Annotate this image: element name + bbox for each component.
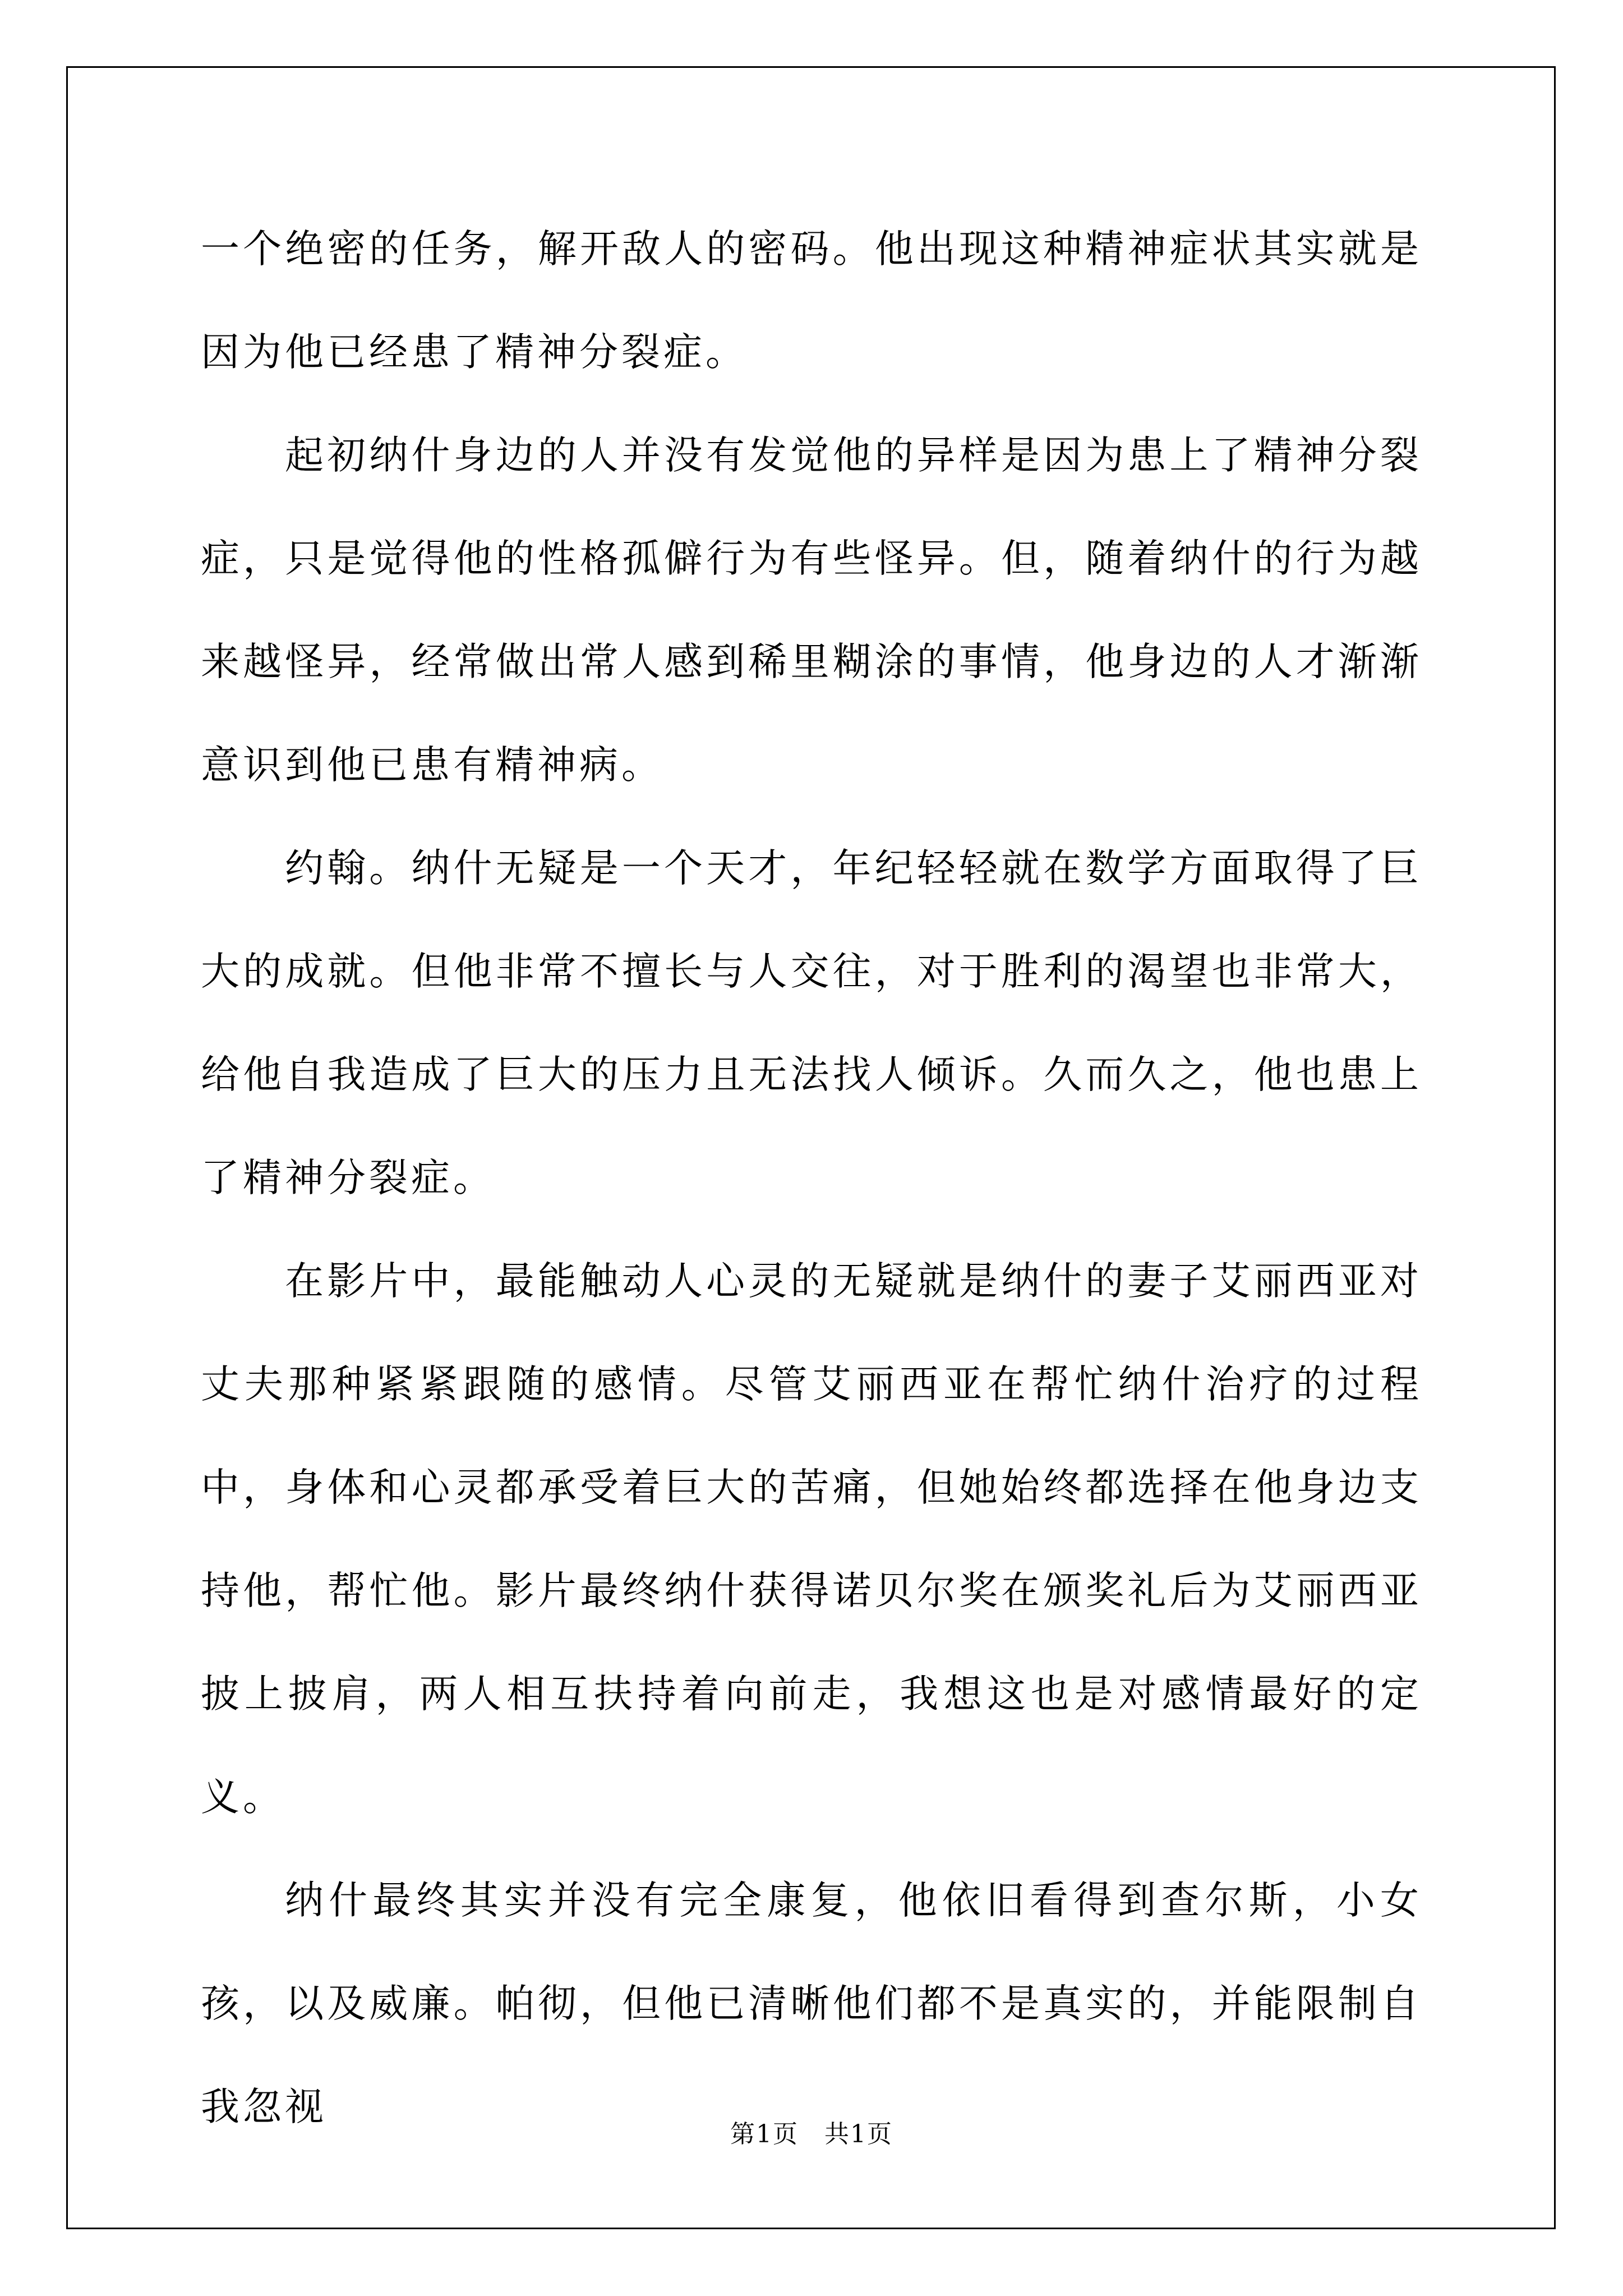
- page-number-footer: 第1页 共1页: [730, 2120, 893, 2148]
- document-body: [201, 197, 1422, 2159]
- paragraph-1: 一个绝密的任务，解开敌人的密码。他出现这种精神症状其实就是因为他已经患了精神分裂症。: [201, 227, 1422, 375]
- paragraph-2: 起初纳什身边的人并没有发觉他的异样是因为患上了精神分裂症，只是觉得他的性格孤僻行为有些怪异。但，随着纳什的行为越来越怪异，经常做出常人感到稀里糊涂的事情，他身边的人才渐渐意识到他已患有精神病。: [201, 433, 1422, 788]
- paragraph-3: 约翰。纳什无疑是一个天才，年纪轻轻就在数学方面取得了巨大的成就。但他非常不擅长与人交往，对于胜利的渴望也非常大，给他自我造成了巨大的压力且无法找人倾诉。久而久之，他也患上了精神分裂症。: [201, 846, 1422, 1200]
- paragraph-5: 纳什最终其实并没有完全康复，他依旧看得到查尔斯，小女孩，以及威廉。帕彻，但他已清晰他们都不是真实的，并能限制自我忽视: [201, 1878, 1422, 2129]
- paragraph-4: 在影片中，最能触动人心灵的无疑就是纳什的妻子艾丽西亚对丈夫那种紧紧跟随的感情。尽管艾丽西亚在帮忙纳什治疗的过程中，身体和心灵都承受着巨大的苦痛，但她始终都选择在他身边支持他，帮忙他。影片最终纳什获得诺贝尔奖在颁奖礼后为艾丽西亚披上披肩，两人相互扶持着向前走，我想这也是对感情最好的定义。: [201, 1259, 1422, 1820]
